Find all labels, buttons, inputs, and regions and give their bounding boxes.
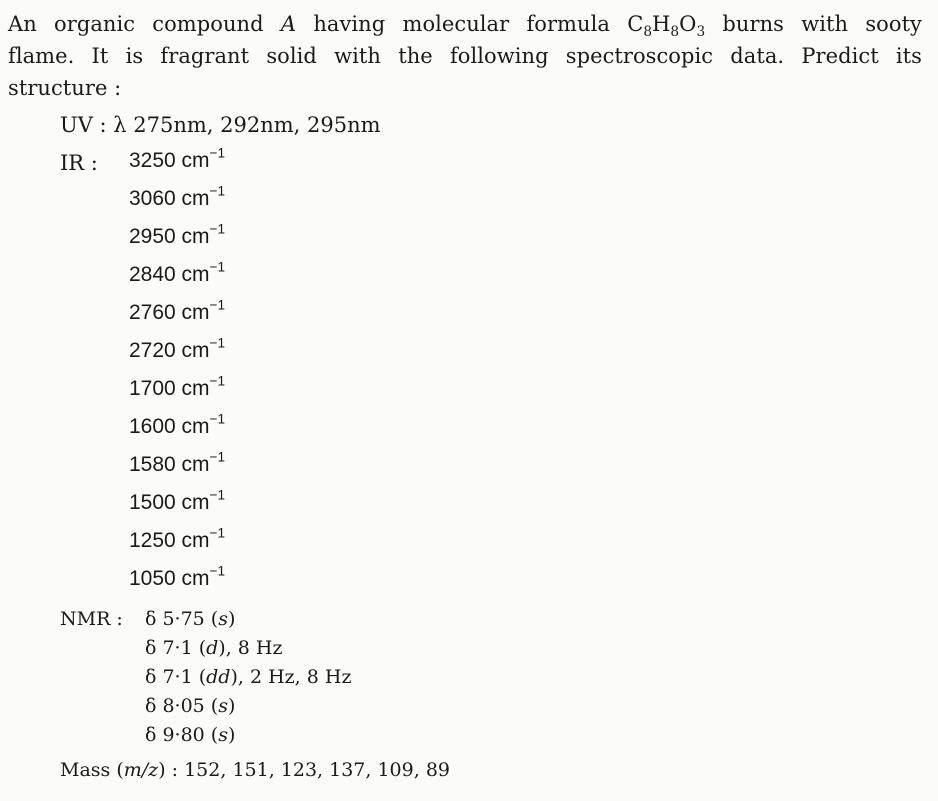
mass-values: 152, 151, 123, 137, 109, 89 bbox=[184, 759, 450, 781]
intro-text: An organic compound bbox=[8, 12, 281, 36]
ir-unit-exponent: −1 bbox=[209, 525, 226, 541]
nmr-paren: ) bbox=[227, 695, 236, 717]
intro-line-1 bbox=[8, 8, 922, 40]
nmr-peak bbox=[145, 666, 351, 695]
ir-peak bbox=[129, 259, 226, 301]
nmr-paren: ( bbox=[192, 637, 207, 659]
mass-mz: m/z bbox=[123, 759, 159, 781]
ir-unit-exponent: −1 bbox=[209, 563, 226, 579]
mass-label: Mass ( bbox=[60, 759, 124, 781]
formula-subscript: 3 bbox=[696, 23, 706, 40]
uv-label: UV : bbox=[60, 113, 114, 137]
nmr-paren: ( bbox=[192, 666, 207, 688]
nmr-shift: 5·75 bbox=[162, 608, 205, 630]
delta-symbol: δ bbox=[145, 695, 157, 717]
ir-wavenumber: 2950 bbox=[129, 225, 176, 248]
nmr-paren: ) bbox=[230, 666, 238, 688]
ir-peak bbox=[129, 335, 226, 377]
nmr-paren: ( bbox=[204, 695, 219, 717]
ir-unit: cm bbox=[175, 225, 210, 248]
delta-symbol: δ bbox=[145, 724, 157, 746]
ir-unit: cm bbox=[175, 491, 210, 514]
ir-peak bbox=[129, 183, 226, 225]
intro-line-3: structure : bbox=[8, 76, 122, 100]
nmr-shift: 8·05 bbox=[162, 695, 205, 717]
ir-wavenumber: 2720 bbox=[129, 339, 176, 362]
ir-peak bbox=[129, 411, 226, 453]
nmr-coupling: , 2 Hz, 8 Hz bbox=[237, 666, 352, 688]
nmr-multiplicity: s bbox=[218, 724, 228, 746]
nmr-peak bbox=[145, 724, 351, 753]
ir-unit-exponent: −1 bbox=[209, 259, 226, 275]
ir-unit-exponent: −1 bbox=[209, 297, 226, 313]
question-intro bbox=[8, 8, 922, 104]
nmr-peak-list bbox=[145, 608, 351, 753]
ir-unit-exponent: −1 bbox=[209, 221, 226, 237]
nmr-shift: 9·80 bbox=[162, 724, 205, 746]
ir-wavenumber: 1050 bbox=[129, 567, 176, 590]
nmr-paren: ) bbox=[227, 608, 236, 630]
ir-wavenumber: 3060 bbox=[129, 187, 176, 210]
ir-peak bbox=[129, 297, 226, 339]
ir-unit-exponent: −1 bbox=[209, 487, 226, 503]
ir-unit: cm bbox=[175, 529, 210, 552]
ir-wavenumber: 1600 bbox=[129, 415, 176, 438]
ir-unit: cm bbox=[175, 149, 210, 172]
ir-unit: cm bbox=[175, 187, 210, 210]
mass-data bbox=[60, 759, 450, 781]
nmr-peak bbox=[145, 608, 351, 637]
nmr-shift: 7·1 bbox=[162, 666, 193, 688]
ir-wavenumber: 1250 bbox=[129, 529, 176, 552]
ir-unit-exponent: −1 bbox=[209, 145, 226, 161]
delta-symbol: δ bbox=[145, 666, 157, 688]
nmr-paren: ( bbox=[204, 724, 219, 746]
nmr-multiplicity: d bbox=[206, 637, 219, 659]
ir-wavenumber: 2760 bbox=[129, 301, 176, 324]
nmr-coupling: , 8 Hz bbox=[225, 637, 283, 659]
ir-wavenumber: 1580 bbox=[129, 453, 176, 476]
ir-wavenumber: 1700 bbox=[129, 377, 176, 400]
nmr-paren: ) bbox=[227, 724, 236, 746]
formula-subscript: 8 bbox=[643, 23, 653, 40]
nmr-paren: ( bbox=[204, 608, 219, 630]
intro-text: burns with sooty bbox=[705, 12, 922, 36]
nmr-multiplicity: dd bbox=[206, 666, 231, 688]
nmr-multiplicity: s bbox=[218, 695, 228, 717]
ir-unit-exponent: −1 bbox=[209, 183, 226, 199]
nmr-multiplicity: s bbox=[218, 608, 228, 630]
ir-wavenumber: 1500 bbox=[129, 491, 176, 514]
formula-element: H bbox=[652, 12, 671, 36]
ir-unit-exponent: −1 bbox=[209, 449, 226, 465]
ir-label: IR : bbox=[60, 151, 98, 175]
ir-peak bbox=[129, 487, 226, 529]
delta-symbol: δ bbox=[145, 608, 157, 630]
ir-peak bbox=[129, 373, 226, 415]
nmr-peak bbox=[145, 695, 351, 724]
ir-unit: cm bbox=[175, 263, 210, 286]
ir-wavenumber: 3250 bbox=[129, 149, 176, 172]
ir-wavenumber: 2840 bbox=[129, 263, 176, 286]
delta-symbol: δ bbox=[145, 637, 157, 659]
ir-unit-exponent: −1 bbox=[209, 373, 226, 389]
ir-peak bbox=[129, 563, 226, 605]
intro-text: having molecular formula C bbox=[296, 12, 644, 36]
ir-unit-exponent: −1 bbox=[209, 411, 226, 427]
ir-unit: cm bbox=[175, 339, 210, 362]
ir-unit: cm bbox=[175, 453, 210, 476]
formula-element: O bbox=[679, 12, 697, 36]
ir-peak bbox=[129, 145, 226, 187]
ir-unit: cm bbox=[175, 301, 210, 324]
nmr-shift: 7·1 bbox=[162, 637, 193, 659]
ir-peak bbox=[129, 221, 226, 263]
nmr-paren: ) bbox=[218, 637, 226, 659]
ir-peak bbox=[129, 449, 226, 491]
ir-peak bbox=[129, 525, 226, 567]
mass-label: ) : bbox=[158, 759, 185, 781]
ir-unit: cm bbox=[175, 567, 210, 590]
ir-unit: cm bbox=[175, 415, 210, 438]
ir-unit-exponent: −1 bbox=[209, 335, 226, 351]
uv-data bbox=[60, 113, 381, 137]
compound-variable: A bbox=[280, 12, 297, 36]
uv-values: λ 275nm, 292nm, 295nm bbox=[113, 113, 381, 137]
ir-peak-list bbox=[129, 145, 226, 605]
intro-line-2: flame. It is fragrant solid with the following spectroscopic data. Predict its bbox=[8, 44, 922, 68]
nmr-peak bbox=[145, 637, 351, 666]
nmr-label: NMR : bbox=[60, 608, 123, 630]
ir-unit: cm bbox=[175, 377, 210, 400]
formula-subscript: 8 bbox=[670, 23, 680, 40]
